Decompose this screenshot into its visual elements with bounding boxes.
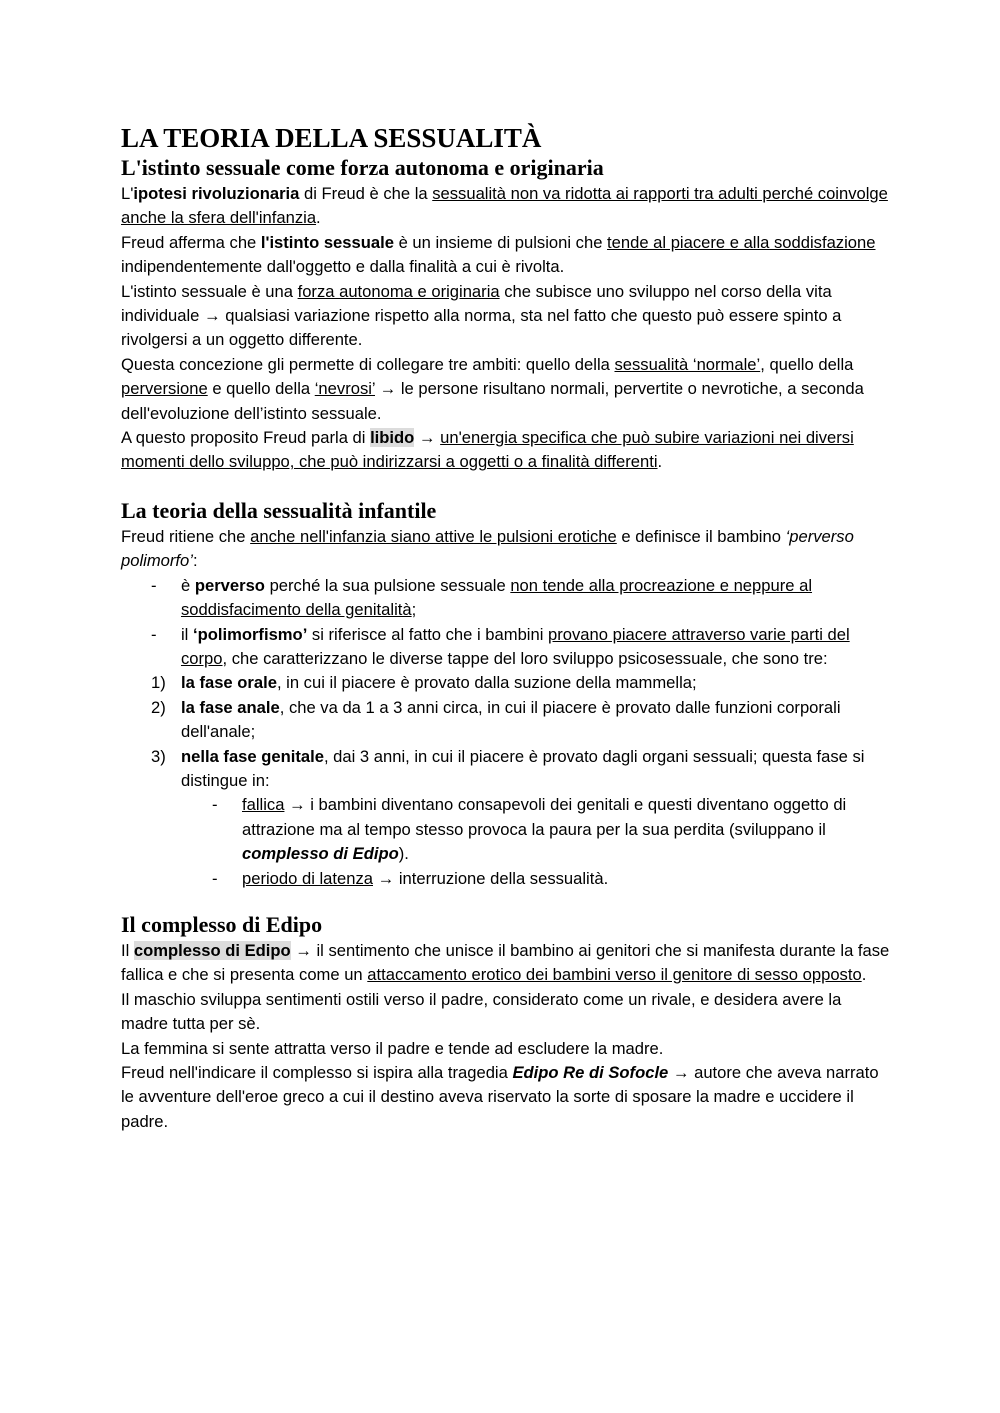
list-item-fase-orale: 1) la fase orale, in cui il piacere è provato dalla suzione della mammella; — [121, 671, 891, 695]
bullet-marker: - — [151, 575, 157, 595]
number-marker: 2) — [151, 697, 166, 717]
section-spacer — [121, 475, 891, 497]
paragraph-maschio: Il maschio sviluppa sentimenti ostili verso il padre, considerato come un rivale, e desidera avere la madre tutta per sè. — [121, 989, 842, 1034]
section-spacer — [121, 891, 891, 911]
section-heading-infantile: La teoria della sessualità infantile — [121, 497, 437, 523]
number-marker: 1) — [151, 673, 166, 693]
bullet-marker: - — [212, 795, 218, 815]
bullet-marker: - — [212, 868, 218, 888]
section-heading-edipo: Il complesso di Edipo — [121, 911, 323, 937]
list-item-polimorfismo: - il ‘polimorfismo’ si riferisce al fatto che i bambini provano piacere attraverso varie parti del corpo, che caratterizzano le diverse tappe del loro sviluppo psicosessuale, che sono tre: — [151, 624, 850, 668]
page-title: LA TEORIA DELLA SESSUALITÀ — [121, 123, 542, 153]
paragraph-perverso-polimorfo: Freud ritiene che anche nell'infanzia siano attive le pulsioni erotiche e definisce il bambino ‘perverso polimorfo’: — [121, 526, 854, 571]
paragraph-ipotesi: L'ipotesi rivoluzionaria di Freud è che la sessualità non va ridotta ai rapporti tra adulti perché coinvolge anche la sfera dell'infanzia. — [121, 184, 888, 228]
paragraph-tragedia: Freud nell'indicare il complesso si ispira alla tragedia Edipo Re di Sofocle → autore che aveva narrato le avventure dell'eroe greco a cui il destino aveva riservato la sorte di sposare la madre e uccidere il padre. — [121, 1063, 879, 1131]
paragraph-forza-autonoma: L'istinto sessuale è una forza autonoma e originaria che subisce uno sviluppo nel corso della vita individuale → qualsiasi variazione rispetto alla norma, sta nel fatto che questo può essere spinto a rivolgersi a un oggetto differente. — [121, 281, 842, 350]
paragraph-libido: A questo proposito Freud parla di libido → un'energia specifica che può subire variazioni nei diversi momenti dello sviluppo, che può indirizzarsi a oggetti o a finalità differenti. — [121, 428, 854, 472]
list-item-fallica: - fallica → i bambini diventano consapevoli dei genitali e questi diventano oggetto di attrazione ma al tempo stesso provoca la paura per la sua perdita (sviluppano il complesso di Edipo). — [212, 795, 847, 864]
section-heading-istinto: L'istinto sessuale come forza autonoma e originaria — [121, 155, 604, 180]
list-item-fase-anale: 2) la fase anale, che va da 1 a 3 anni circa, in cui il piacere è provato dalle funzioni corporali dell'anale; — [151, 697, 841, 742]
list-item-latenza: - periodo di latenza → interruzione della sessualità. — [121, 867, 891, 891]
paragraph-concezione: Questa concezione gli permette di collegare tre ambiti: quello della sessualità ‘normale’, quello della perversione e quello della ‘nevrosi’ → le persone risultano normali, pervertite o nevrotiche, a seconda dell'evoluzione dell’istinto sessuale. — [121, 354, 864, 423]
list-item-perverso: - è perverso perché la sua pulsione sessuale non tende alla procreazione e neppure al soddisfacimento della genitalità; — [151, 575, 813, 620]
document-content — [121, 122, 891, 1134]
paragraph-complesso-edipo: Il complesso di Edipo → il sentimento che unisce il bambino ai genitori che si manifesta durante la fase fallica e che si presenta come un attaccamento erotico dei bambini verso il genitore di sesso opposto. — [121, 940, 890, 985]
bullet-marker: - — [151, 624, 157, 644]
list-item-fase-genitale: 3) nella fase genitale, dai 3 anni, in cui il piacere è provato dagli organi sessuali; questa fase si distingue in: — [151, 746, 865, 790]
paragraph-istinto-sessuale: Freud afferma che l'istinto sessuale è un insieme di pulsioni che tende al piacere e alla soddisfazione indipendentemente dall'oggetto e dalla finalità a cui è rivolta. — [121, 232, 876, 277]
paragraph-femmina: La femmina si sente attratta verso il padre e tende ad escludere la madre. — [121, 1038, 664, 1058]
number-marker: 3) — [151, 746, 166, 766]
